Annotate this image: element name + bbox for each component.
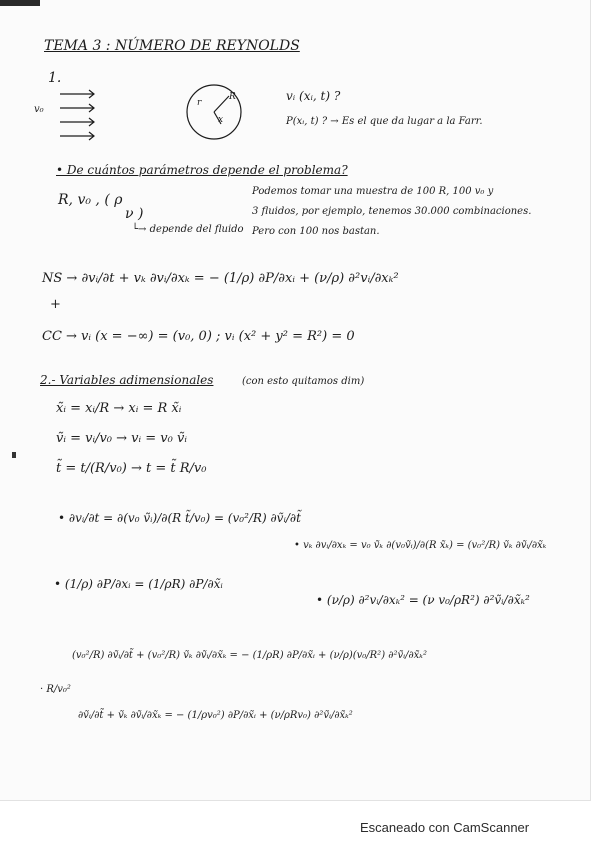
boundary-conditions: CC → vᵢ (x = −∞) = (v₀, 0) ; vᵢ (x² + y² = R²) = 0 <box>42 329 355 344</box>
dimensionless-x: x̃ᵢ = xᵢ/R → xᵢ = R x̃ᵢ <box>56 401 182 416</box>
plus-sign: + <box>50 297 61 312</box>
unknown-pressure: P(xᵢ, t) ? → Es el que da lugar a la Farr. <box>286 116 483 127</box>
convective-term: • vₖ ∂vᵢ/∂xₖ = v₀ ṽₖ ∂(v₀ṽᵢ)/∂(R x̃ₖ) = (v₀²/R) ṽₖ ∂ṽᵢ/∂x̃ₖ <box>294 540 547 551</box>
diagram-label-r: r <box>197 98 202 108</box>
diagram-label-R: R <box>229 92 236 102</box>
navier-stokes-equation: NS → ∂vᵢ/∂t + vₖ ∂vᵢ/∂xₖ = − (1/ρ) ∂P/∂xᵢ + (ν/ρ) ∂²vᵢ/∂xₖ² <box>42 271 399 286</box>
cylinder-flow-diagram <box>28 80 258 150</box>
v0-label: v₀ <box>34 104 44 115</box>
time-derivative-term: • ∂vᵢ/∂t = ∂(v₀ ṽᵢ)/∂(R t̃/v₀) = (v₀²/R) ∂ṽᵢ/∂t̃ <box>58 511 301 525</box>
dimensionless-t: t̃ = t/(R/v₀) → t = t̃ R/v₀ <box>56 461 207 476</box>
section-1-number: 1. <box>48 70 62 86</box>
scanner-watermark: Escaneado con CamScanner <box>360 820 530 835</box>
parameters-nu: ν ) <box>125 206 144 222</box>
viscous-term: • (ν/ρ) ∂²vᵢ/∂xₖ² = (ν v₀/ρR²) ∂²ṽᵢ/∂x̃ₖ² <box>316 593 530 607</box>
scan-corner-mark <box>0 0 40 6</box>
section-2-note: (con esto quitamos dim) <box>242 376 365 387</box>
pressure-term: • (1/ρ) ∂P/∂xᵢ = (1/ρR) ∂P/∂x̃ᵢ <box>54 577 223 591</box>
unknown-velocity: vᵢ (xᵢ, t) ? <box>286 89 341 103</box>
parameters-question: • De cuántos parámetros depende el problema? <box>56 163 348 177</box>
explanation-line-3: Pero con 100 nos bastan. <box>252 226 380 237</box>
section-2-heading: 2.- Variables adimensionales <box>40 373 214 387</box>
combined-equation: (v₀²/R) ∂ṽᵢ/∂t̃ + (v₀²/R) ṽₖ ∂ṽᵢ/∂x̃ₖ = − (1/ρR) ∂P/∂x̃ᵢ + (ν/ρ)(v₀/R²) ∂²ṽᵢ/∂x̃ₖ² <box>72 650 427 661</box>
diagram-label-x: x <box>218 115 224 125</box>
multiplier-note: · R/v₀² <box>40 684 71 695</box>
scan-side-mark <box>12 452 16 458</box>
explanation-line-2: 3 fluidos, por ejemplo, tenemos 30.000 combinaciones. <box>252 206 532 217</box>
dimensionless-v: ṽᵢ = vᵢ/v₀ → vᵢ = v₀ ṽᵢ <box>56 431 187 446</box>
page-title: TEMA 3 : NÚMERO DE REYNOLDS <box>44 38 300 54</box>
parameters-note: └→ depende del fluido <box>132 224 244 235</box>
final-dimensionless-equation: ∂ṽᵢ/∂t̃ + ṽₖ ∂ṽᵢ/∂x̃ₖ = − (1/ρv₀²) ∂P/∂x̃ᵢ + (ν/ρRv₀) ∂²ṽᵢ/∂x̃ₖ² <box>78 710 353 721</box>
parameters-list: R, v₀ , ( ρ <box>58 192 123 208</box>
explanation-line-1: Podemos tomar una muestra de 100 R, 100 v₀ y <box>252 186 494 197</box>
